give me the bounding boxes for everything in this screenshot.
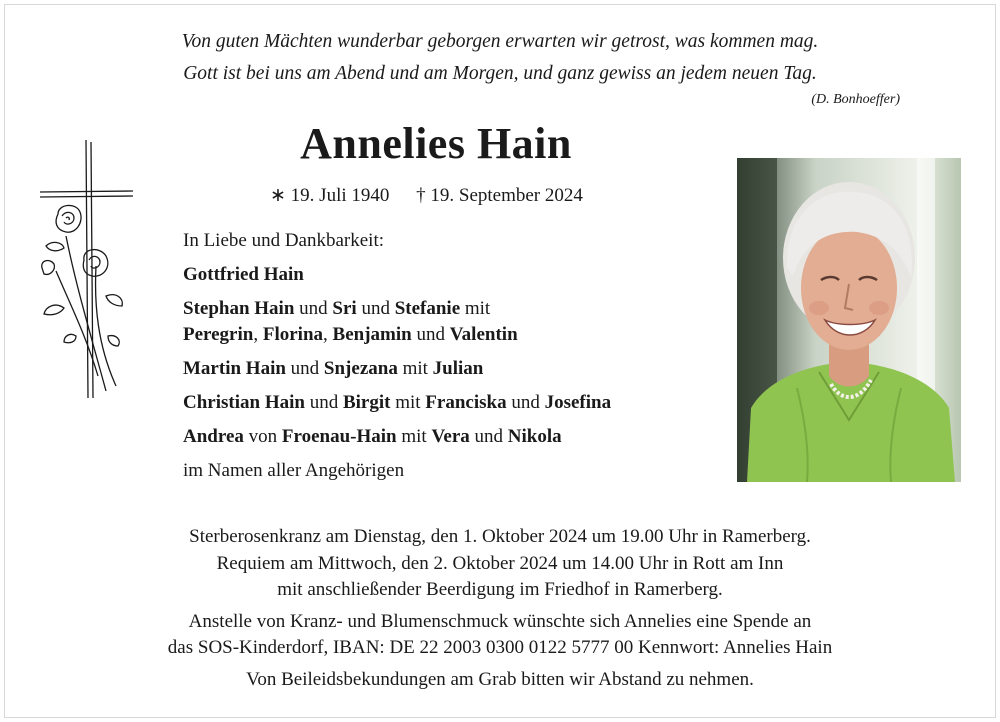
connector-text: mit [390,392,426,413]
family-member-name: Josefina [544,392,612,413]
family-member-name: Vera [431,426,470,447]
service-details [0,524,1000,693]
family-member-name: Franciska [425,392,507,413]
family-intro: In Liebe und Dankbarkeit: [183,230,385,251]
connector-text: mit [396,426,432,447]
family-member-name: Gottfried Hain [183,264,304,285]
quote-author: (D. Bonhoeffer) [811,92,900,107]
family-member-name: Valentin [449,324,518,345]
portrait-photo [737,158,961,482]
family-member-name: Snjezana [323,358,398,379]
connector-text: von [243,426,282,447]
family-member-name: Andrea [183,426,244,447]
donation-iban: das SOS-Kinderdorf, IBAN: DE 22 2003 0300 0122 5777 00 Kennwort: Annelies Hain [167,637,833,658]
family-member-name: Christian Hain [183,392,305,413]
bonhoeffer-quote [0,26,1000,90]
family-member-name: Benjamin [332,324,412,345]
portrait-illustration [737,158,961,482]
family-row [183,296,611,322]
family-row [183,322,611,348]
family-list [183,228,611,484]
family-member-name: Martin Hain [183,358,286,379]
quote-line-1: Von guten Mächten wunderbar geborgen erwarten wir getrost, was kommen mag. [181,31,819,52]
family-member-name: Peregrin [183,324,254,345]
requiem-notice: Requiem am Mittwoch, den 2. Oktober 2024 um 14.00 Uhr in Rott am Inn [216,552,784,574]
family-row [183,424,611,450]
family-member-name: Julian [432,358,484,379]
family-closing: im Namen aller Angehörigen [183,460,405,481]
connector-text: und [411,324,450,345]
donation-notice: Anstelle von Kranz- und Blumenschmuck wünschte sich Annelies eine Spende an [188,610,812,632]
rosary-notice: Sterberosenkranz am Dienstag, den 1. Oktober 2024 um 19.00 Uhr in Ramerberg. [189,526,811,547]
family-member-name: Stephan Hain [183,298,295,319]
quote-line-2: Gott ist bei uns am Abend und am Morgen, und ganz gewiss an jedem neuen Tag. [183,63,817,84]
cross-with-roses-icon [36,136,136,406]
connector-text: mit [397,358,433,379]
birth-date: ∗ 19. Juli 1940 [270,185,390,206]
condolence-notice: Von Beileidsbekundungen am Grab bitten wir Abstand zu nehmen. [246,668,754,690]
family-row [183,390,611,416]
life-dates [270,184,605,207]
connector-text: und [304,392,343,413]
connector-text: und [294,298,333,319]
connector-text: und [469,426,508,447]
death-date: † 19. September 2024 [416,185,583,206]
family-member-name: Birgit [342,392,391,413]
connector-text: und [506,392,545,413]
family-member-name: Froenau-Hain [281,426,397,447]
connector-text: , [323,324,333,345]
family-row [183,262,611,288]
family-row [183,356,611,382]
connector-text: und [356,298,395,319]
family-member-name: Nikola [507,426,562,447]
family-member-name: Stefanie [394,298,461,319]
deceased-name: Annelies Hain [300,119,572,168]
burial-notice: mit anschließender Beerdigung im Friedhof in Ramerberg. [277,579,723,600]
connector-text: und [285,358,324,379]
connector-text: , [253,324,263,345]
family-member-name: Sri [332,298,357,319]
connector-text: mit [460,298,491,319]
family-member-name: Florina [262,324,324,345]
